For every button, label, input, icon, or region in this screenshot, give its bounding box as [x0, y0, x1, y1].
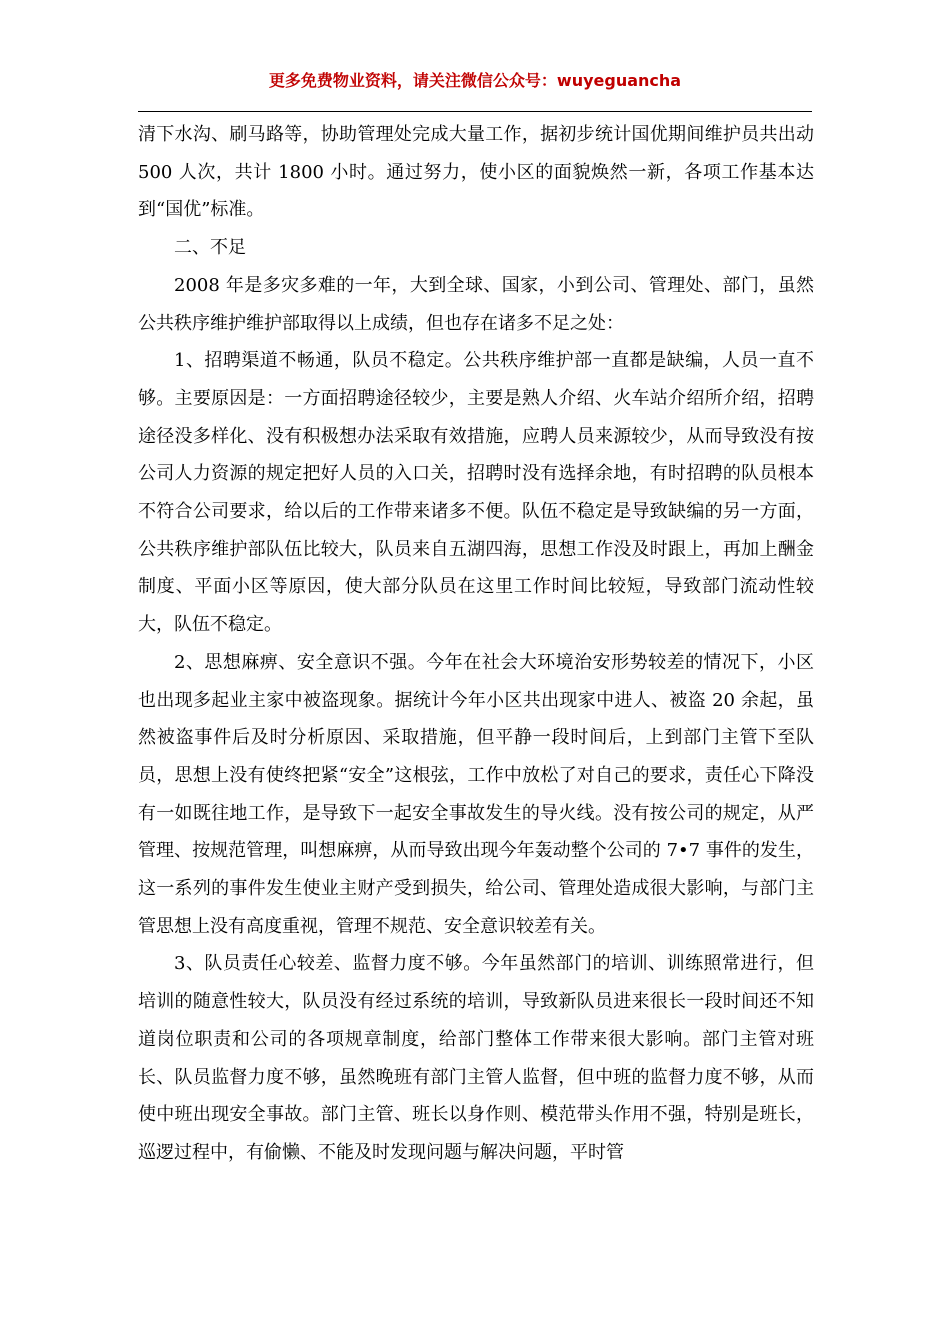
header-divider	[138, 111, 812, 112]
paragraph-item-2: 2、思想麻痹、安全意识不强。今年在社会大环境治安形势较差的情况下，小区也出现多起业主家中被盗现象。据统计今年小区共出现家中进人、被盗 20 余起，虽然被盗事件后及时分析原因、采取措施，但平静一段时间后，上到部门主管下至队员，思想上没有使终把紧“安全”这根弦，工作中放松了对自己的要求，责任心下降没有一如既往地工作，是导致下一起安全事故发生的导火线。没有按公司的规定，从严管理、按规范管理，叫想麻痹，从而导致出现今年轰动整个公司的 7•7 事件的发生，这一系列的事件发生使业主财产受到损失，给公司、管理处造成很大影响，与部门主管思想上没有高度重视，管理不规范、安全意识较差有关。	[138, 651, 814, 937]
document-body	[138, 116, 814, 1172]
section-heading-shortcomings: 二、不足	[174, 237, 246, 259]
paragraph-item-1: 1、招聘渠道不畅通，队员不稳定。公共秩序维护部一直都是缺编，人员一直不够。主要原因是：一方面招聘途径较少，主要是熟人介绍、火车站介绍所介绍，招聘途径没多样化、没有积极想办法采取有效措施，应聘人员来源较少，从而导致没有按公司人力资源的规定把好人员的入口关，招聘时没有选择余地，有时招聘的队员根本不符合公司要求，给以后的工作带来诸多不便。队伍不稳定是导致缺编的另一方面，公共秩序维护部队伍比较大，队员来自五湖四海，思想工作没及时跟上，再加上酬金制度、平面小区等原因，使大部分队员在这里工作时间比较短，导致部门流动性较大，队伍不稳定。	[138, 350, 814, 636]
page-header-banner: 更多免费物业资料，请关注微信公众号：wuyeguancha	[268, 71, 682, 90]
paragraph-intro: 2008 年是多灾多难的一年，大到全球、国家，小到公司、管理处、部门，虽然公共秩序维护维护部取得以上成绩，但也存在诸多不足之处：	[138, 274, 814, 334]
paragraph-continuation: 清下水沟、刷马路等，协助管理处完成大量工作，据初步统计国优期间维护员共出动 500 人次，共计 1800 小时。通过努力，使小区的面貌焕然一新，各项工作基本达到“国优”标准。	[138, 124, 814, 221]
paragraph-item-3: 3、队员责任心较差、监督力度不够。今年虽然部门的培训、训练照常进行，但培训的随意性较大，队员没有经过系统的培训，导致新队员进来很长一段时间还不知道岗位职责和公司的各项规章制度，给部门整体工作带来很大影响。部门主管对班长、队员监督力度不够，虽然晚班有部门主管人监督，但中班的监督力度不够，从而使中班出现安全事故。部门主管、班长以身作则、模范带头作用不强，特别是班长，巡逻过程中，有偷懒、不能及时发现问题与解决问题，平时管	[138, 953, 814, 1163]
